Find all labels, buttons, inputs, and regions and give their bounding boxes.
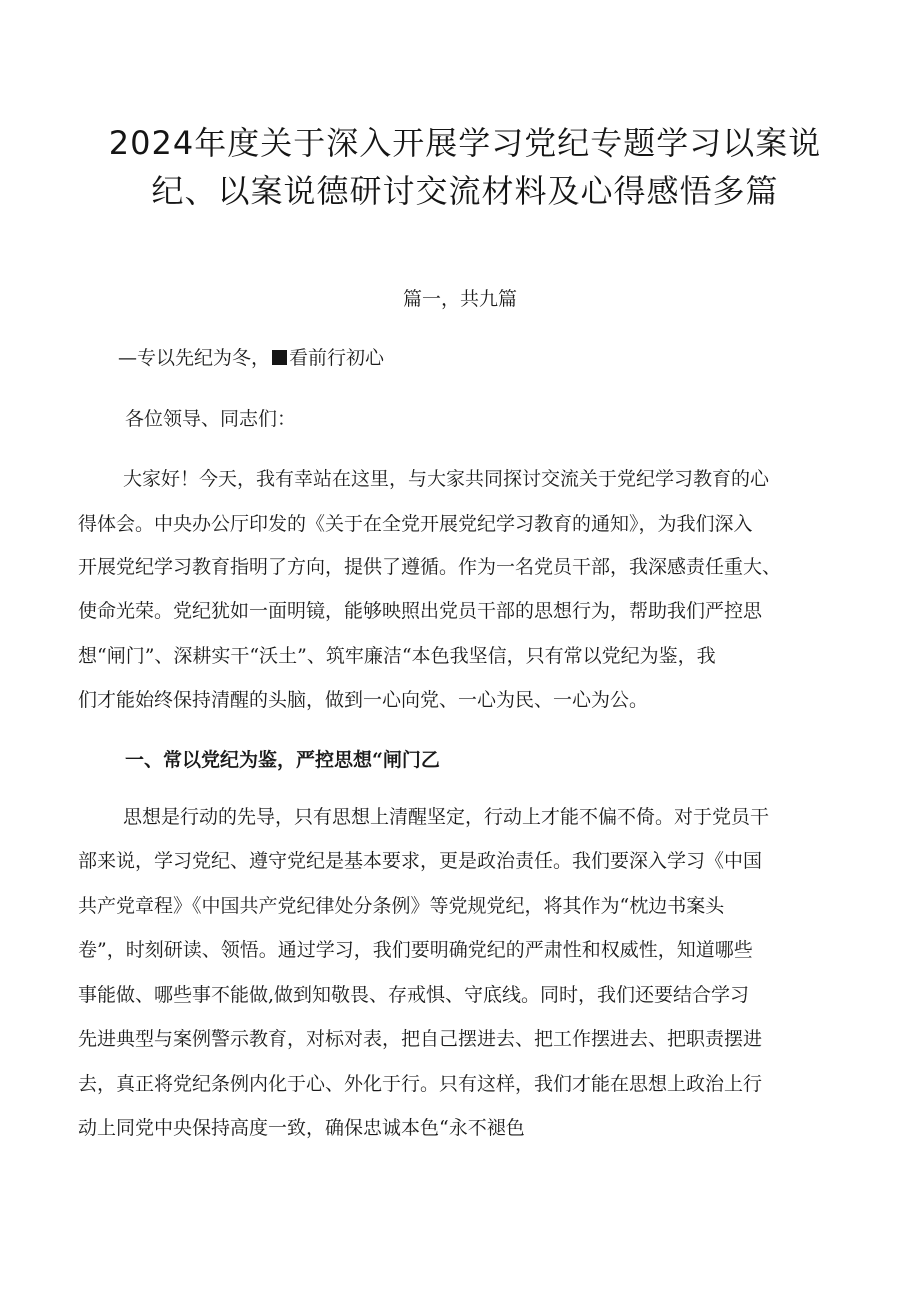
paragraph-2-line: 思想是行动的先导，只有思想上清醒坚定，行动上才能不偏不倚。对于党员干 [123,806,770,828]
paragraph-1-line: 们才能始终保持清醒的头脑，做到一心向党、一心为民、一心为公。 [78,689,649,711]
subtitle-suffix: 看前行初心 [289,347,385,369]
section-label: 篇一，共九篇 [402,288,517,310]
salutation: 各位领导、同志们： [125,408,297,430]
paragraph-1-line: 使命光荣。党纪犹如一面明镜，能够映照出党员干部的思想行为，帮助我们严控思 [78,600,763,622]
section-heading-1: 一、常以党纪为鉴，严控思想“闸门乙 [125,749,440,771]
paragraph-2-line: 事能做、哪些事不能做,做到知敬畏、存戒惧、守底线。同时，我们还要结合学习 [78,984,750,1006]
paragraph-1-line: 大家好！今天，我有幸站在这里，与大家共同探讨交流关于党纪学习教育的心 [123,468,770,490]
paragraph-2-line: 卷”，时刻研读、领悟。通过学习，我们要明确党纪的严肃性和权威性，知道哪些 [78,939,753,961]
document-title-line-2: 纪、以案说德研讨交流材料及心得感悟多篇 [151,172,779,210]
paragraph-2-line: 共产党章程》《中国共产党纪律处分条例》等党规党纪，将其作为“枕边书案头 [78,895,725,917]
document-title-line-1: 2024年度关于深入开展学习党纪专题学习以案说 [108,124,822,162]
paragraph-2-line: 先进典型与案例警示教育，对标对表，把自己摆进去、把工作摆进去、把职责摆进 [78,1028,763,1050]
subtitle [118,343,384,373]
subtitle-prefix: —专以先纪为冬， [118,347,271,369]
paragraph-1-line: 开展党纪学习教育指明了方向，提供了遵循。作为一名党员干部，我深感责任重大、 [78,556,782,578]
paragraph-2-line: 去，真正将党纪条例内化于心、外化于行。只有这样，我们才能在思想上政治上行 [78,1073,763,1095]
paragraph-2-line: 部来说，学习党纪、遵守党纪是基本要求，更是政治责任。我们要深入学习《中国 [78,850,763,872]
paragraph-2-line: 动上同党中央保持高度一致，确保忠诚本色“永不褪色 [78,1117,525,1139]
redacted-square-mark [272,350,287,365]
paragraph-1-line: 想“闸门”、深耕实干“沃土”、筑牢廉洁“本色我坚信，只有常以党纪为鉴，我 [78,645,716,667]
paragraph-1-line: 得体会。中央办公厅印发的《关于在全党开展党纪学习教育的通知》，为我们深入 [78,513,753,535]
